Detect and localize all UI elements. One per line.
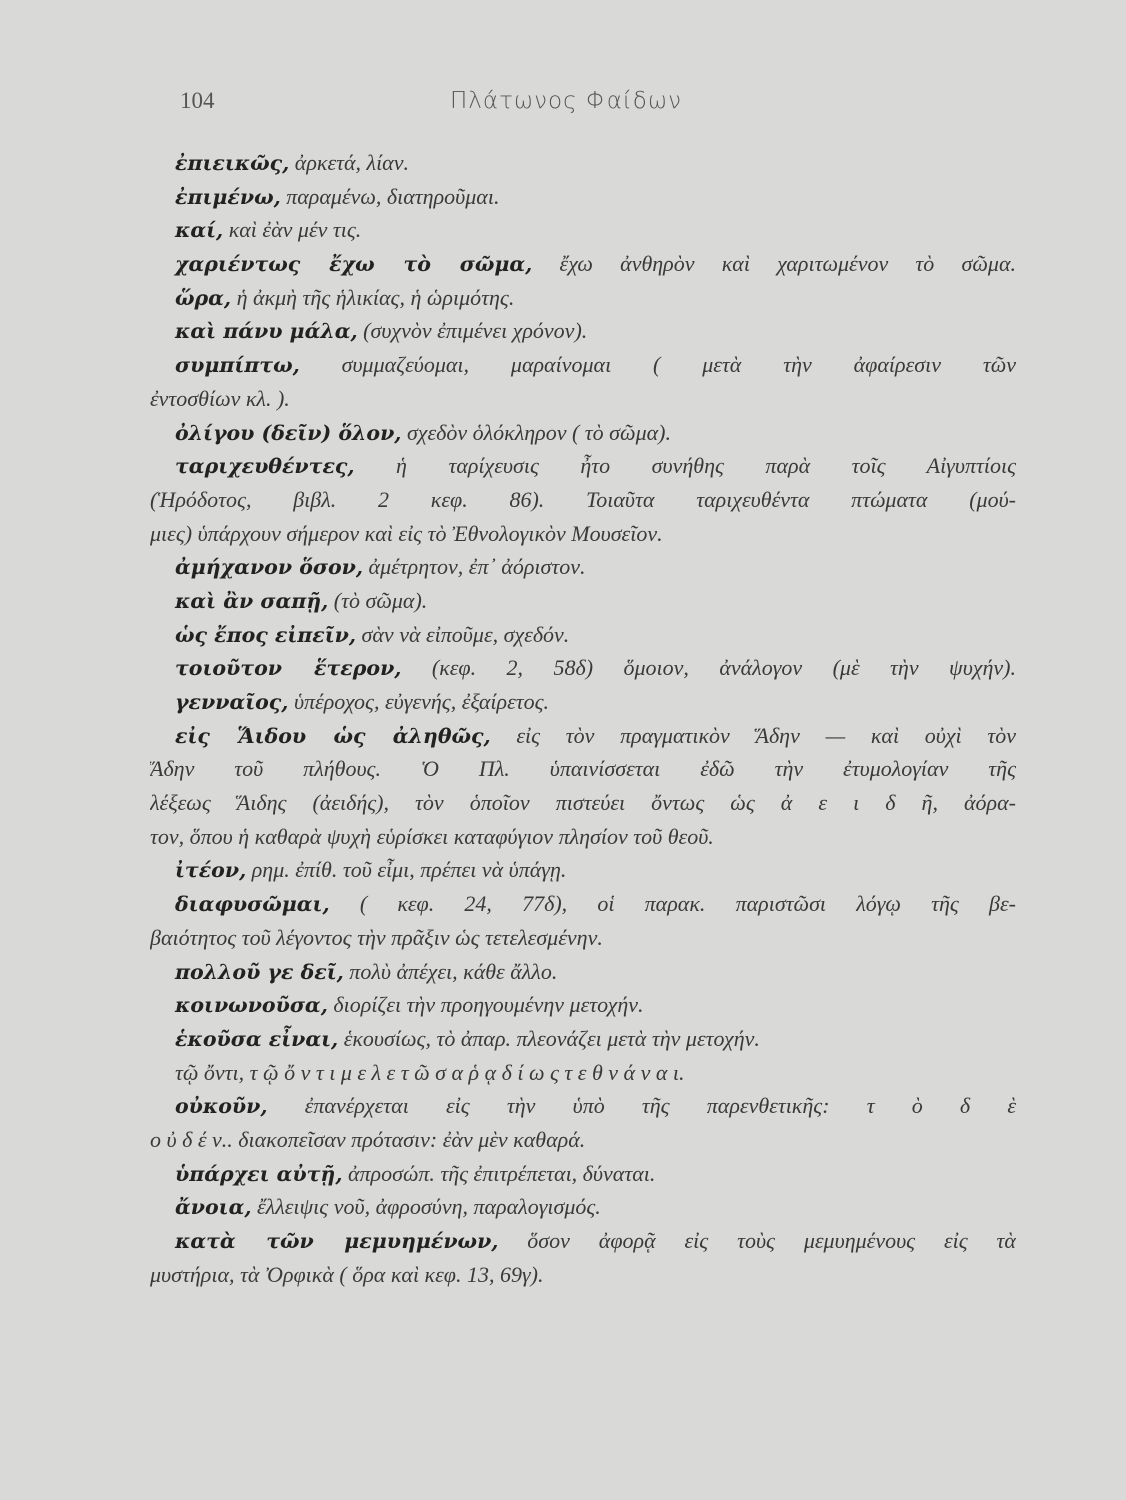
text-line — [150, 247, 1016, 281]
entry-term: ἐπιεικῶς, — [175, 151, 290, 175]
entry-gloss: βαιότητος τοῦ λέγοντος τὴν πρᾶξιν ὡς τετελεσμένην. — [150, 924, 603, 950]
text-line — [150, 988, 1016, 1022]
entry-term: τοιοῦτον ἕτερον, — [175, 656, 402, 681]
entry-gloss: ο ὐ δ έ ν.. διακοπεῖσαν πρότασιν: ἐὰν μὲν καθαρά. — [150, 1126, 586, 1152]
text-line — [150, 1089, 1016, 1123]
text-line — [150, 1056, 1016, 1090]
entry-gloss: τον, ὅπου ἡ καθαρὰ ψυχὴ εὑρίσκει καταφύγιον πλησίον τοῦ θεοῦ. — [150, 823, 714, 849]
entry-term: εἰς Ἅιδου ὡς ἀληθῶς, — [175, 723, 491, 748]
entry-gloss: πολὺ ἀπέχει, κάθε ἄλλο. — [343, 958, 558, 984]
entry-gloss: λέξεως Ἅιδης (ἀειδής), τὸν ὁποῖον πιστεύει ὄντως ὡς ἀ ε ι δ ῆ, ἀόρα- — [150, 790, 1016, 816]
text-line — [150, 921, 1016, 955]
text-line — [150, 651, 1016, 685]
entry-term: διαφυσῶμαι, — [175, 892, 330, 917]
entry-gloss: ἀρκετά, λίαν. — [289, 150, 409, 175]
entry-gloss: (Ἡρόδοτος, βιβλ. 2 κεφ. 86). Τοιαῦτα ταριχευθέντα πτώματα (μού- — [150, 486, 1016, 512]
entry-gloss: ἐπανέρχεται εἰς τὴν ὑπὸ τῆς παρενθετικῆς: τ ὸ δ ὲ — [267, 1093, 1016, 1119]
entry-term: ἰτέον, — [175, 858, 247, 883]
text-line — [150, 382, 1016, 416]
entry-gloss: ἀπροσώπ. τῆς ἐπιτρέπεται, δύναται. — [342, 1160, 656, 1186]
text-line — [150, 955, 1016, 989]
entry-gloss: ἑκουσίως, τὸ ἀπαρ. πλεονάζει μετὰ τὴν μετοχήν. — [338, 1025, 760, 1051]
running-title: Πλάτωνος Φαίδων — [450, 88, 682, 114]
text-line — [150, 348, 1016, 382]
text-line — [150, 1224, 1016, 1258]
entry-gloss: ἐντοσθίων κλ. ). — [150, 385, 290, 411]
entry-gloss: ἡ ταρίχευσις ἦτο συνήθης παρὰ τοῖς Αἰγυπτίοις — [354, 453, 1016, 479]
entry-gloss: (κεφ. 2, 58δ) ὅμοιον, ἀνάλογον (μὲ τὴν ψυχήν). — [401, 655, 1016, 681]
entry-term: γενναῖος, — [175, 690, 289, 714]
entry-term: ἀμήχανον ὅσον, — [175, 555, 364, 580]
text-line — [150, 1190, 1016, 1224]
entry-term: ἐπιμένω, — [175, 184, 281, 209]
text-line — [150, 1022, 1016, 1056]
text-line — [150, 146, 1016, 180]
text-line — [150, 314, 1016, 348]
entry-term: ὀλίγου (δεῖν) ὅλον, — [175, 420, 402, 445]
entry-gloss: (τὸ σῶμα). — [328, 587, 428, 613]
entry-gloss: ρημ. ἐπίθ. τοῦ εἶμι, πρέπει νὰ ὑπάγῃ. — [246, 857, 567, 883]
entry-term: ταριχευθέντες, — [175, 454, 355, 479]
entry-term: ἄνοια, — [175, 1195, 252, 1220]
page-header — [180, 88, 710, 120]
text-line — [150, 550, 1016, 584]
text-line — [150, 449, 1016, 483]
entry-term: καὶ ἂν σαπῇ, — [175, 588, 329, 613]
entry-term: καὶ πάνυ μάλα, — [175, 319, 358, 344]
entry-gloss: σὰν νὰ εἰποῦμε, σχεδόν. — [356, 621, 570, 647]
entry-gloss: μιες) ὑπάρχουν σήμερον καὶ εἰς τὸ Ἐθνολογικὸν Μουσεῖον. — [150, 520, 663, 546]
entry-term: οὐκοῦν, — [175, 1094, 268, 1119]
entry-term: συμπίπτω, — [175, 353, 300, 378]
text-line — [150, 1123, 1016, 1157]
entry-gloss: (συχνὸν ἐπιμένει χρόνον). — [357, 318, 588, 344]
entry-gloss: παραμένω, διατηροῦμαι. — [280, 183, 500, 209]
entry-gloss: ἔλλειψις νοῦ, ἀφροσύνη, παραλογισμός. — [251, 1194, 601, 1220]
page-number: 104 — [180, 88, 215, 113]
text-line — [150, 752, 1016, 786]
entry-gloss: καὶ ἐὰν μέν τις. — [223, 217, 362, 243]
glossary-body — [150, 146, 1016, 1291]
text-line — [150, 213, 1016, 247]
entry-term: ἑκοῦσα εἶναι, — [175, 1026, 339, 1051]
entry-gloss: ἀμέτρητον, ἐπ᾽ ἀόριστον. — [363, 554, 586, 580]
entry-gloss: διορίζει τὴν προηγουμένην μετοχήν. — [327, 992, 644, 1018]
text-line — [150, 180, 1016, 214]
text-line — [150, 584, 1016, 618]
entry-term: χαριέντως ἔχω τὸ σῶμα, — [175, 252, 533, 277]
entry-gloss: ἡ ἀκμὴ τῆς ἡλικίας, ἡ ὡριμότης. — [231, 284, 515, 310]
text-line — [150, 517, 1016, 551]
entry-gloss: ὑπέροχος, εὐγενής, ἐξαίρετος. — [288, 689, 550, 714]
entry-gloss: ( κεφ. 24, 77δ), οἱ παρακ. παριστῶσι λόγῳ τῆς βε- — [329, 891, 1016, 917]
entry-term: κατὰ τῶν μεμυημένων, — [175, 1229, 499, 1253]
text-line — [150, 887, 1016, 921]
entry-gloss: μυστήρια, τὰ Ὀρφικὰ ( ὅρα καὶ κεφ. 13, 69γ). — [150, 1261, 544, 1287]
text-line — [150, 853, 1016, 887]
text-line — [150, 281, 1016, 315]
entry-term: καί, — [175, 218, 224, 243]
text-line — [150, 1157, 1016, 1191]
text-line — [150, 685, 1016, 719]
entry-term: ὥρα, — [175, 285, 232, 310]
text-line — [150, 416, 1016, 450]
entry-term: κοινωνοῦσα, — [175, 993, 328, 1018]
entry-gloss: ὅσον ἀφορᾷ εἰς τοὺς μεμυημένους εἰς τὰ — [498, 1228, 1016, 1253]
entry-gloss: εἰς τὸν πραγματικὸν Ἅδην — καὶ οὐχὶ τὸν — [490, 722, 1016, 748]
entry-gloss: τῷ ὄντι, τ ῷ ὄ ν τ ι μ ε λ ε τ ῶ σ α ῥ ᾳ δ ί ω ς τ ε θ ν ά ν α ι. — [175, 1059, 685, 1085]
text-line — [150, 483, 1016, 517]
text-line — [150, 786, 1016, 820]
entry-gloss: ἔχω ἀνθηρὸν καὶ χαριτωμένον τὸ σῶμα. — [532, 251, 1016, 277]
text-line — [150, 1258, 1016, 1292]
entry-gloss: συμμαζεύομαι, μαραίνομαι ( μετὰ τὴν ἀφαίρεσιν τῶν — [299, 352, 1016, 378]
entry-gloss: Ἅδην τοῦ πλήθους. Ὁ Πλ. ὑπαινίσσεται ἐδῶ τὴν ἐτυμολογίαν τῆς — [150, 756, 1016, 782]
entry-term: ὡς ἔπος εἰπεῖν, — [175, 622, 357, 647]
entry-gloss: σχεδὸν ὁλόκληρον ( τὸ σῶμα). — [401, 419, 671, 445]
text-line — [150, 618, 1016, 652]
text-line — [150, 820, 1016, 854]
entry-term: πολλοῦ γε δεῖ, — [175, 959, 344, 984]
text-line — [150, 719, 1016, 753]
entry-term: ὑπάρχει αὐτῇ, — [175, 1161, 343, 1186]
